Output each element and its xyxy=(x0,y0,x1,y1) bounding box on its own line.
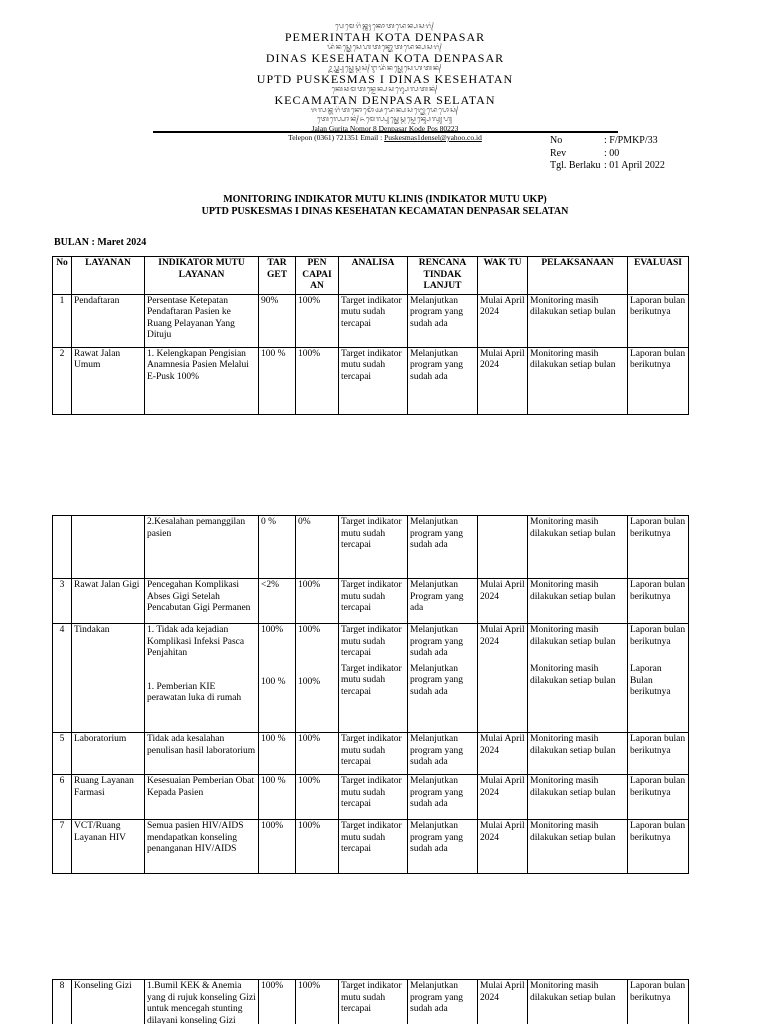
cell-evaluasi: Laporan bulan berikutnya xyxy=(628,775,689,820)
cell-target: <2% xyxy=(259,579,296,624)
cell-rtl: Melanjutkan program yang sudah ada xyxy=(408,775,478,820)
table-row xyxy=(53,347,689,414)
cell-layanan: Ruang Layanan Farmasi xyxy=(72,775,145,820)
bali-script-line: ᬢᬾᬮ᭄ᬧᭀᬦ᭄ᬏᬫᬾᬮ᭄ᬧᬸᬲ᭄ᬓᬾᬲ᭄ᬫᬲ᭄ᬤᬾᬦ᭄ᬲᬾᬮ᭄ᬬᬳᬸ xyxy=(317,115,453,123)
evaluasi-text: Laporan Bulan berikutnya xyxy=(630,664,671,697)
cell-indikator: Tidak ada kesalahan penulisan hasil laboratorium xyxy=(145,733,259,775)
cell-layanan: Konseling Gizi xyxy=(72,980,145,1024)
table-row xyxy=(53,294,689,347)
meta-value: : 01 April 2022 xyxy=(604,160,665,171)
cell-indikator: 1.Bumil KEK & Anemia yang di rujuk konseling Gizi untuk mencegah stunting dilayani konseling Gizi xyxy=(145,980,259,1024)
cell-pelaksanaan: Monitoring masih dilakukan setiap bulan xyxy=(528,775,628,820)
cell-target: 0 % xyxy=(259,516,296,579)
email-link[interactable]: Puskesmas1densel@yahoo.co.id xyxy=(384,133,482,142)
cell-evaluasi: Laporan bulan berikutnya xyxy=(628,294,689,347)
cell-analisa: Target indikator mutu sudah tercapai xyxy=(339,579,408,624)
cell-pelaksanaan: Monitoring masih dilakukan setiap bulan xyxy=(528,516,628,579)
cell-rtl xyxy=(408,624,478,733)
capaian-value: 100% xyxy=(298,676,321,687)
cell-target: 100% xyxy=(259,820,296,874)
month-label: BULAN : Maret 2024 xyxy=(54,237,147,248)
letterhead-line-1: PEMERINTAH KOTA DENPASAR xyxy=(284,30,486,44)
cell-evaluasi: Laporan bulan berikutnya xyxy=(628,579,689,624)
meta-value: : F/PMKP/33 xyxy=(604,135,658,146)
rtl-text: Melanjutkan program yang sudah ada xyxy=(410,625,464,658)
cell-no: 4 xyxy=(53,624,72,733)
bali-script-line: ᬉᬧ᭄ᬢ᭄ᬤ᭄ᬧᬸᬲ᭄ᬓᬾᬲ᭄ᬫᬲ᭄ᬇᬤᬶᬦᬲ᭄ᬓᬾᬲᬾᬳᬢᬦ᭄ xyxy=(327,64,443,72)
column-header: EVALUASI xyxy=(628,257,689,295)
cell-capaian: 100% xyxy=(296,820,339,874)
cell-target: 100% xyxy=(259,980,296,1024)
cell-pelaksanaan: Monitoring masih dilakukan setiap bulan xyxy=(528,820,628,874)
cell-rtl: Melanjutkan program yang sudah ada xyxy=(408,347,478,414)
cell-pelaksanaan: Monitoring masih dilakukan setiap bulan xyxy=(528,733,628,775)
cell-indikator: Kesesuaian Pemberian Obat Kepada Pasien xyxy=(145,775,259,820)
indikator-item: 1. Tidak ada kejadian Komplikasi Infeksi Pasca Penjahitan xyxy=(147,625,245,658)
cell-rtl: Melanjutkan program yang sudah ada xyxy=(408,733,478,775)
cell-analisa: Target indikator mutu sudah tercapai xyxy=(339,733,408,775)
letterhead-line-2: DINAS KESEHATAN KOTA DENPASAR xyxy=(265,51,505,65)
cell-indikator: 1. Kelengkapan Pengisian Anamnesia Pasien Melalui E-Pusk 100% xyxy=(145,347,259,414)
cell-evaluasi: Laporan bulan berikutnya xyxy=(628,980,689,1024)
cell-layanan xyxy=(72,516,145,579)
column-header: LAYANAN xyxy=(72,257,145,295)
cell-layanan: Tindakan xyxy=(72,624,145,733)
cell-rtl: Melanjutkan program yang sudah ada xyxy=(408,516,478,579)
cell-no: 8 xyxy=(53,980,72,1024)
contact-prefix: Telepon (0361) 721351 Email : xyxy=(288,133,385,142)
column-header: WAK TU xyxy=(478,257,528,295)
column-header: PEN CAPAI AN xyxy=(296,257,339,295)
pelaksanaan-text: Monitoring masih dilakukan setiap bulan xyxy=(530,625,616,647)
column-header: INDIKATOR MUTU LAYANAN xyxy=(145,257,259,295)
column-header: PELAKSANAAN xyxy=(528,257,628,295)
target-value: 100% xyxy=(261,625,284,635)
cell-target xyxy=(259,624,296,733)
cell-layanan: Rawat Jalan Umum xyxy=(72,347,145,414)
cell-target: 100 % xyxy=(259,347,296,414)
cell-analisa: Target indikator mutu sudah tercapai xyxy=(339,294,408,347)
indicator-table xyxy=(52,256,689,415)
cell-indikator: Semua pasien HIV/AIDS mendapatkan konseling penanganan HIV/AIDS xyxy=(145,820,259,874)
cell-waktu: Mulai April 2024 xyxy=(478,347,528,414)
cell-rtl: Melanjutkan program yang sudah ada xyxy=(408,820,478,874)
table-row xyxy=(53,516,689,579)
cell-no: 3 xyxy=(53,579,72,624)
meta-key: Tgl. Berlaku xyxy=(550,160,601,171)
target-value: 100 % xyxy=(261,676,286,687)
cell-analisa: Target indikator mutu sudah tercapai xyxy=(339,980,408,1024)
address-line: Jalan Gurita Nomor 8 Denpasar Kode Pos 80223 xyxy=(311,124,459,133)
cell-layanan: Rawat Jalan Gigi xyxy=(72,579,145,624)
cell-pelaksanaan: Monitoring masih dilakukan setiap bulan xyxy=(528,579,628,624)
table-row xyxy=(53,775,689,820)
cell-waktu: Mulai April 2024 xyxy=(478,294,528,347)
indikator-item: 1. Pemberian KIE perawatan luka di rumah xyxy=(147,681,242,703)
bali-script-line: ᬧᬾᬫᬾᬭᬶᬦ᭄ᬢᬄᬓᭀᬢᬤᬾᬦ᭄ᬧᬲᬭ᭄ xyxy=(335,22,435,30)
cell-no: 5 xyxy=(53,733,72,775)
table-header-row xyxy=(53,257,689,295)
cell-capaian: 100% xyxy=(296,347,339,414)
cell-analisa xyxy=(339,624,408,733)
indicator-table-continued xyxy=(52,515,689,874)
cell-waktu xyxy=(478,516,528,579)
cell-analisa: Target indikator mutu sudah tercapai xyxy=(339,775,408,820)
cell-capaian: 100% xyxy=(296,294,339,347)
capaian-value: 100% xyxy=(298,625,321,635)
cell-capaian: 100% xyxy=(296,980,339,1024)
letterhead-line-3: UPTD PUSKESMAS I DINAS KESEHATAN xyxy=(256,72,514,86)
cell-waktu: Mulai April 2024 xyxy=(478,579,528,624)
cell-rtl: Melanjutkan program yang sudah ada xyxy=(408,980,478,1024)
cell-capaian: 100% xyxy=(296,579,339,624)
cell-target: 100 % xyxy=(259,775,296,820)
document-title xyxy=(150,194,620,218)
cell-waktu: Mulai April 2024 xyxy=(478,624,528,733)
cell-target: 100 % xyxy=(259,733,296,775)
title-line-1: MONITORING INDIKATOR MUTU KLINIS (INDIKATOR MUTU UKP) xyxy=(223,194,547,205)
analisa-text: Target indikator mutu sudah tercapai xyxy=(341,663,402,697)
pelaksanaan-text: Monitoring masih dilakukan setiap bulan xyxy=(530,664,616,686)
table-row xyxy=(53,980,689,1024)
cell-rtl: Melanjutkan program yang sudah ada xyxy=(408,294,478,347)
letterhead xyxy=(150,22,620,142)
cell-layanan: Pendaftaran xyxy=(72,294,145,347)
cell-pelaksanaan: Monitoring masih dilakukan setiap bulan xyxy=(528,347,628,414)
cell-evaluasi: Laporan bulan berikutnya xyxy=(628,820,689,874)
cell-capaian: 0% xyxy=(296,516,339,579)
cell-capaian: 100% xyxy=(296,775,339,820)
cell-evaluasi: Laporan bulan berikutnya xyxy=(628,347,689,414)
cell-layanan: VCT/Ruang Layanan HIV xyxy=(72,820,145,874)
cell-indikator: 2.Kesalahan pemanggilan pasien xyxy=(145,516,259,579)
column-header: ANALISA xyxy=(339,257,408,295)
cell-no xyxy=(53,516,72,579)
cell-waktu: Mulai April 2024 xyxy=(478,820,528,874)
cell-analisa: Target indikator mutu sudah tercapai xyxy=(339,820,408,874)
cell-capaian xyxy=(296,624,339,733)
letterhead-line-4: KECAMATAN DENPASAR SELATAN xyxy=(274,93,496,107)
column-header: No xyxy=(53,257,72,295)
cell-indikator: Pencegahan Komplikasi Abses Gigi Setelah Pencabutan Gigi Permanen xyxy=(145,579,259,624)
letterhead-rule xyxy=(153,131,618,133)
cell-waktu: Mulai April 2024 xyxy=(478,733,528,775)
bali-script-line: ᬚᬮᬦ᭄ᬕᬸᬭᬶᬢᬦᭀᬫᭀᬃᬅᬤᬾᬦ᭄ᬧᬲᬭ᭄ᬓᭀᬤᬾᬧᭀᬲ᭄ xyxy=(310,106,460,114)
meta-key: No xyxy=(550,135,563,146)
table-row xyxy=(53,820,689,874)
table-row xyxy=(53,579,689,624)
title-line-2: UPTD PUSKESMAS I DINAS KESEHATAN KECAMATAN DENPASAR SELATAN xyxy=(201,206,569,217)
meta-key: Rev xyxy=(550,147,567,159)
column-header: TAR GET xyxy=(259,257,296,295)
table-row xyxy=(53,733,689,775)
cell-evaluasi xyxy=(628,624,689,733)
cell-no: 1 xyxy=(53,294,72,347)
bali-script-line: ᬤᬶᬦᬲ᭄ᬓᬾᬲᬾᬳᬢᬦ᭄ᬓᭀᬢᬤᬾᬦ᭄ᬧᬲᬭ᭄ xyxy=(327,43,443,51)
cell-waktu: Mulai April 2024 xyxy=(478,980,528,1024)
meta-value: : 00 xyxy=(604,147,620,159)
cell-pelaksanaan: Monitoring masih dilakukan setiap bulan xyxy=(528,980,628,1024)
cell-no: 6 xyxy=(53,775,72,820)
analisa-text: Target indikator mutu sudah tercapai xyxy=(341,625,402,658)
bali-script-line: ᬓᬾᬘᬫᬢᬦ᭄ᬤᬾᬦ᭄ᬧᬲᬭ᭄ᬲᬾᬮᬢᬦ᭄ xyxy=(331,85,439,93)
rtl-text: Melanjutkan program yang sudah ada xyxy=(410,663,464,697)
cell-pelaksanaan: Monitoring masih dilakukan setiap bulan xyxy=(528,294,628,347)
cell-rtl: Melanjutkan Program yang ada xyxy=(408,579,478,624)
cell-target: 90% xyxy=(259,294,296,347)
cell-analisa: Target indikator mutu sudah tercapai xyxy=(339,516,408,579)
cell-waktu: Mulai April 2024 xyxy=(478,775,528,820)
cell-analisa: Target indikator mutu sudah tercapai xyxy=(339,347,408,414)
cell-indikator: Persentase Ketepatan Pendaftaran Pasien ke Ruang Pelayanan Yang Dituju xyxy=(145,294,259,347)
column-header: RENCANA TINDAK LANJUT xyxy=(408,257,478,295)
cell-evaluasi: Laporan bulan berikutnya xyxy=(628,516,689,579)
table-row xyxy=(53,624,689,733)
cell-pelaksanaan xyxy=(528,624,628,733)
cell-no: 7 xyxy=(53,820,72,874)
cell-no: 2 xyxy=(53,347,72,414)
evaluasi-text: Laporan bulan berikutnya xyxy=(630,625,686,647)
indicator-table-continued xyxy=(52,979,689,1024)
cell-indikator xyxy=(145,624,259,733)
cell-capaian: 100% xyxy=(296,733,339,775)
cell-layanan: Laboratorium xyxy=(72,733,145,775)
document-meta xyxy=(550,135,665,173)
cell-evaluasi: Laporan bulan berikutnya xyxy=(628,733,689,775)
